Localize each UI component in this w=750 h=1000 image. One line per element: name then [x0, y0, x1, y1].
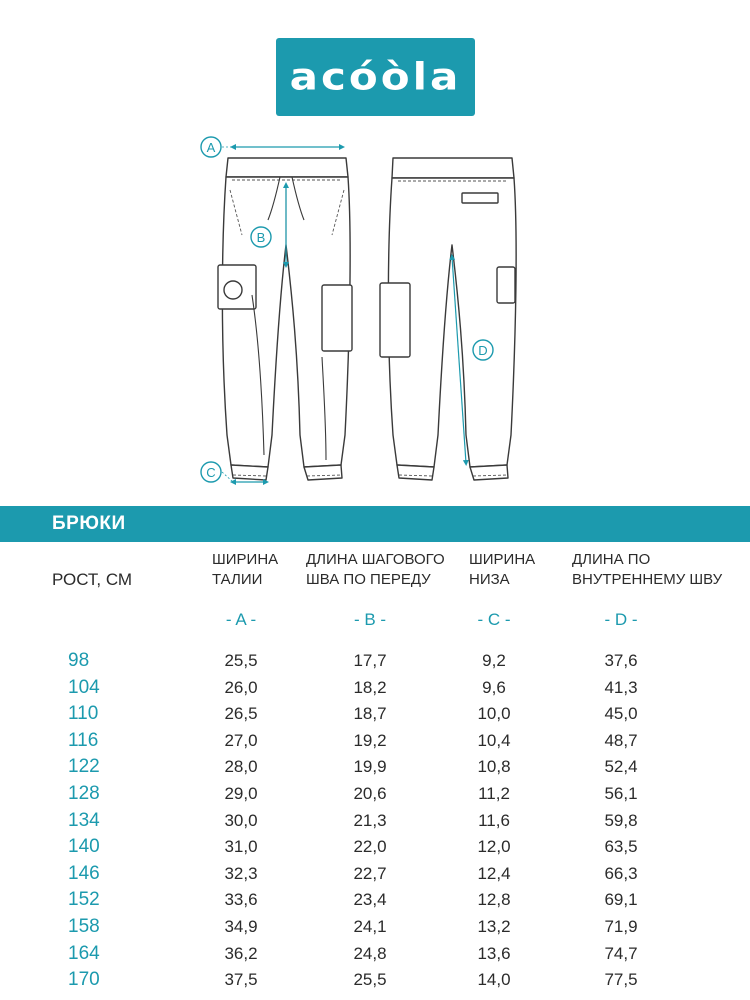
row-col-c-value: 10,0	[477, 704, 511, 724]
table-header	[0, 550, 750, 600]
row-col-d-value: 45,0	[604, 704, 638, 724]
section-title: БРЮКИ	[52, 513, 126, 534]
row-col-a-value: 26,5	[224, 704, 258, 724]
row-col-c-value: 10,8	[477, 757, 511, 777]
col-a-header-line2: ТАЛИИ	[212, 571, 263, 588]
col-a-header	[212, 550, 278, 590]
size-table-body	[0, 648, 750, 994]
col-height-header: РОСТ, СМ	[52, 570, 133, 589]
row-col-a-value: 36,2	[224, 943, 258, 963]
row-col-a-value: 33,6	[224, 890, 258, 910]
row-col-d-value: 52,4	[604, 757, 638, 777]
row-col-c-value: 12,0	[477, 837, 511, 857]
row-height-value: 104	[68, 676, 100, 698]
table-row	[0, 941, 750, 968]
row-col-a-value: 32,3	[224, 863, 258, 883]
col-b-letter: - B -	[353, 610, 387, 629]
table-row	[0, 914, 750, 941]
col-c-header-line1: ШИРИНА	[469, 551, 536, 568]
table-row	[0, 675, 750, 702]
col-d-header-line1: ДЛИНА ПО	[572, 551, 651, 568]
row-height-value: 170	[68, 969, 100, 991]
row-col-c-value: 12,8	[477, 890, 511, 910]
col-b-header-line1: ДЛИНА ШАГОВОГО	[306, 551, 445, 568]
row-col-a-value: 34,9	[224, 916, 258, 936]
table-row	[0, 887, 750, 914]
col-c-letter: - C -	[477, 610, 511, 629]
col-b-header	[306, 550, 445, 590]
row-height-value: 134	[68, 809, 100, 831]
row-col-b-value: 18,7	[353, 704, 387, 724]
row-height-value: 158	[68, 915, 100, 937]
row-col-c-value: 11,2	[478, 783, 510, 803]
row-col-c-value: 12,4	[477, 863, 511, 883]
row-height-value: 122	[68, 756, 100, 778]
table-row	[0, 728, 750, 755]
col-b-header-line2: ШВА ПО ПЕРЕДУ	[306, 571, 431, 588]
row-col-d-value: 74,7	[604, 943, 638, 963]
column-letter-codes	[0, 610, 750, 632]
row-col-c-value: 13,2	[477, 916, 511, 936]
row-col-c-value: 9,2	[482, 651, 506, 670]
table-row	[0, 754, 750, 781]
table-row	[0, 648, 750, 675]
row-height-value: 98	[68, 650, 90, 671]
row-col-c-value: 10,4	[477, 730, 511, 750]
row-col-b-value: 20,6	[353, 783, 387, 803]
row-height-value: 140	[68, 836, 100, 858]
row-col-a-value: 26,0	[224, 677, 258, 697]
row-col-b-value: 23,4	[353, 890, 387, 910]
trousers-diagram	[0, 125, 750, 495]
row-col-b-value: 24,8	[353, 943, 387, 963]
row-col-b-value: 19,2	[353, 730, 387, 750]
row-col-b-value: 25,5	[353, 970, 387, 990]
row-col-c-value: 11,6	[478, 810, 510, 830]
section-band	[0, 506, 750, 542]
row-col-d-value: 66,3	[604, 863, 638, 883]
marker-c-label: C	[206, 465, 216, 480]
row-col-b-value: 19,9	[353, 757, 387, 777]
row-col-a-value: 29,0	[224, 783, 258, 803]
col-a-letter: - A -	[225, 610, 257, 629]
col-d-header-line2: ВНУТРЕННЕМУ ШВУ	[572, 571, 723, 588]
row-col-c-value: 14,0	[477, 970, 511, 990]
row-height-value: 110	[68, 703, 99, 725]
row-col-a-value: 28,0	[224, 757, 258, 777]
row-height-value: 128	[68, 782, 100, 804]
marker-b-label: B	[256, 230, 266, 245]
row-col-b-value: 21,3	[353, 810, 387, 830]
col-a-header-line1: ШИРИНА	[212, 551, 279, 568]
row-col-b-value: 24,1	[353, 916, 387, 936]
back-view	[380, 158, 516, 480]
row-col-d-value: 37,6	[604, 651, 638, 670]
marker-d-label: D	[478, 343, 488, 358]
row-col-c-value: 13,6	[477, 943, 511, 963]
row-col-a-value: 25,5	[224, 651, 258, 670]
table-row	[0, 701, 750, 728]
row-col-a-value: 27,0	[224, 730, 258, 750]
table-row	[0, 808, 750, 835]
table-row	[0, 834, 750, 861]
row-height-value: 164	[68, 942, 100, 964]
brand-logo-text: acóòla	[289, 54, 462, 99]
front-view	[218, 158, 352, 480]
row-col-d-value: 77,5	[604, 970, 638, 990]
row-col-a-value: 30,0	[224, 810, 258, 830]
row-col-d-value: 56,1	[604, 783, 638, 803]
table-row	[0, 967, 750, 994]
col-c-header-line2: НИЗА	[469, 571, 510, 588]
row-col-b-value: 22,7	[353, 863, 387, 883]
brand-logo	[276, 38, 475, 116]
row-col-a-value: 31,0	[224, 837, 258, 857]
row-col-d-value: 59,8	[604, 810, 638, 830]
row-height-value: 146	[68, 862, 100, 884]
row-col-d-value: 69,1	[604, 890, 638, 910]
row-col-d-value: 41,3	[604, 677, 638, 697]
row-col-b-value: 22,0	[353, 837, 387, 857]
row-col-d-value: 48,7	[604, 730, 638, 750]
table-row	[0, 861, 750, 888]
row-col-b-value: 18,2	[353, 677, 387, 697]
row-col-c-value: 9,6	[482, 677, 506, 697]
row-col-b-value: 17,7	[353, 651, 387, 670]
row-col-d-value: 63,5	[604, 837, 638, 857]
row-height-value: 116	[68, 729, 99, 751]
marker-a-label: A	[206, 140, 216, 155]
row-height-value: 152	[68, 889, 100, 911]
col-d-letter: - D -	[604, 610, 638, 629]
row-col-d-value: 71,9	[604, 916, 638, 936]
row-col-a-value: 37,5	[224, 970, 258, 990]
col-c-header	[469, 550, 535, 590]
table-row	[0, 781, 750, 808]
col-d-header	[572, 550, 722, 590]
